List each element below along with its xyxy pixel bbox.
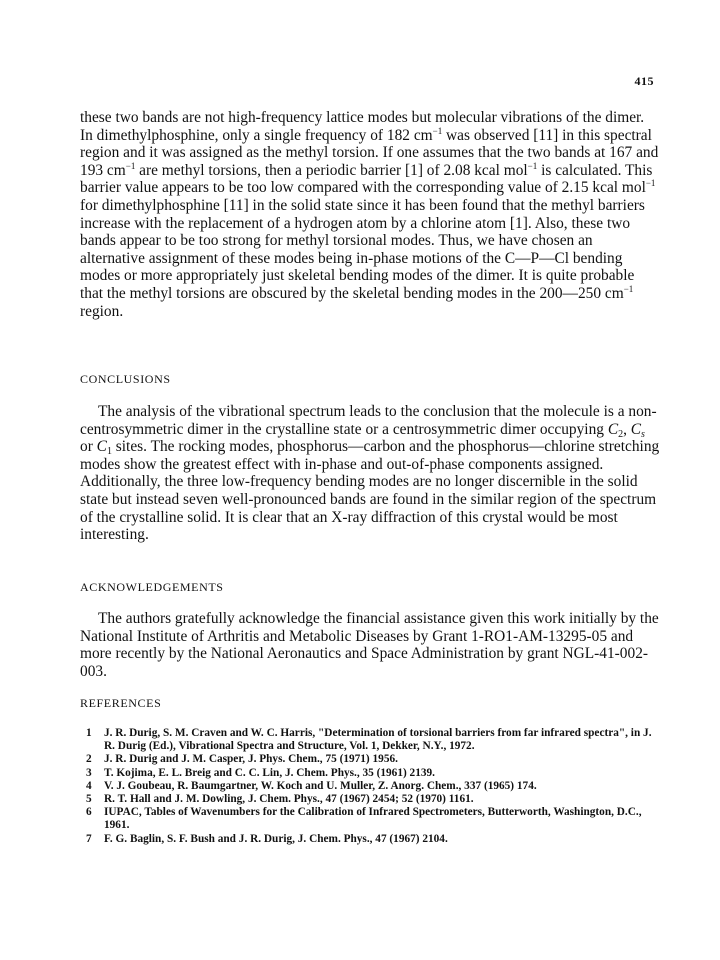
section-heading-conclusions: CONCLUSIONS <box>80 372 171 386</box>
text-span: The analysis of the vibrational spectrum leads to the conclusion that the molecule is a non-centrosymmetric dimer in the crystalline state or a centrosymmetric dimer occupying <box>80 403 657 438</box>
page-number: 415 <box>634 74 654 88</box>
reference-number: 5 <box>86 793 92 806</box>
reference-list <box>86 727 661 846</box>
reference-number: 2 <box>86 753 92 766</box>
body-paragraph-barrier-discussion <box>80 109 660 320</box>
text-span: or <box>80 438 97 456</box>
reference-text: R. T. Hall and J. M. Dowling, J. Chem. Phys., 47 (1967) 2454; 52 (1970) 1161. <box>104 793 474 806</box>
text-span: was observed [11] in this spectral region and it was assigned as the methyl torsion. If one assumes that the two bands at 167 and 193 cm <box>80 126 659 179</box>
reference-text: J. R. Durig, S. M. Craven and W. C. Harris, "Determination of torsional barriers from far infrared spectra", in J. R. Durig (Ed.), Vibrational Spectra and Structure, Vol. 1, Dekker, N.Y., 1972. <box>104 727 652 753</box>
reference-number: 7 <box>86 832 92 845</box>
text-span: are methyl torsions, then a periodic barrier [1] of 2.08 kcal mol <box>135 161 528 179</box>
reference-number: 3 <box>86 766 92 779</box>
reference-number: 4 <box>86 779 92 792</box>
text-span: these two bands are not high-frequency lattice modes but molecular vibrations of the dimer. In dimethylphosphine, only a single frequency of 182 cm <box>80 109 645 144</box>
text-span: for dimethylphosphine [11] in the solid state since it has been found that the methyl barriers increase with the replacement of a hydrogen atom by a chlorine atom [1]. Also, these two bands appear to be too strong for methyl torsional modes. Thus, we have chosen an alternative assignment of these modes being in-phase motions of the C—P—Cl bending modes or more appropriately just skeletal bending modes of the dimer. It is quite probable that the methyl torsions are obscured by the skeletal bending modes in the 200—250 cm <box>80 196 645 302</box>
text-span: is calculated. This barrier value appears to be too low compared with the corresponding value of 2.15 kcal mol <box>80 161 653 197</box>
acknowledgements-paragraph: The authors gratefully acknowledge the financial assistance given this work initially by the National Institute of Arthritis and Metabolic Diseases by Grant 1-RO1-AM-13295-05 and more recently by the National Aeronautics and Space Administration by grant NGL-41-002-003. <box>80 610 659 680</box>
text-span: region. <box>80 302 124 320</box>
superscript: −1 <box>645 178 656 189</box>
symmetry-symbol: C <box>607 420 619 438</box>
reference-number: 6 <box>86 806 92 819</box>
reference-text: J. R. Durig and J. M. Casper, J. Phys. Chem., 75 (1971) 1956. <box>104 753 398 766</box>
text-span: sites. The rocking modes, phosphorus—carbon and the phosphorus—chlorine stretching modes show the greatest effect with in-phase and out-of-phase components assigned. Additionally, the three low-frequency bending modes are no longer discernible in the solid state but instead seven well-pronounced bands are found in the similar region of the spectrum of the crystalline solid. It is clear that an X-ray diffraction of this crystal would be most interesting. <box>80 438 660 544</box>
reference-text: F. G. Baglin, S. F. Bush and J. R. Durig, J. Chem. Phys., 47 (1967) 2104. <box>104 832 448 845</box>
reference-item <box>86 833 661 846</box>
superscript: −1 <box>432 125 443 136</box>
reference-number: 1 <box>86 727 92 739</box>
text-span: , <box>623 420 631 438</box>
section-heading-references: REFERENCES <box>80 696 162 710</box>
subscript: 1 <box>106 446 112 458</box>
reference-text: T. Kojima, E. L. Breig and C. C. Lin, J. Chem. Phys., 35 (1961) 2139. <box>104 766 435 779</box>
reference-item <box>86 767 661 780</box>
superscript: −1 <box>527 160 538 171</box>
section-heading-acknowledgements: ACKNOWLEDGEMENTS <box>80 580 224 594</box>
symmetry-symbol: C <box>96 438 107 456</box>
reference-item <box>86 753 661 766</box>
subscript: s <box>641 428 645 440</box>
superscript: −1 <box>125 160 136 171</box>
conclusions-paragraph <box>80 403 660 544</box>
superscript: −1 <box>623 283 634 294</box>
reference-text: IUPAC, Tables of Wavenumbers for the Calibration of Infrared Spectrometers, Butterworth, Washington, D.C., 1961. <box>104 806 642 832</box>
reference-item <box>86 806 661 832</box>
subscript: 2 <box>618 428 624 440</box>
reference-item <box>86 793 661 806</box>
reference-text: V. J. Goubeau, R. Baumgartner, W. Koch and U. Muller, Z. Anorg. Chem., 337 (1965) 174. <box>104 779 537 792</box>
reference-item <box>86 727 661 753</box>
symmetry-symbol: C <box>630 420 642 438</box>
reference-item <box>86 780 661 793</box>
